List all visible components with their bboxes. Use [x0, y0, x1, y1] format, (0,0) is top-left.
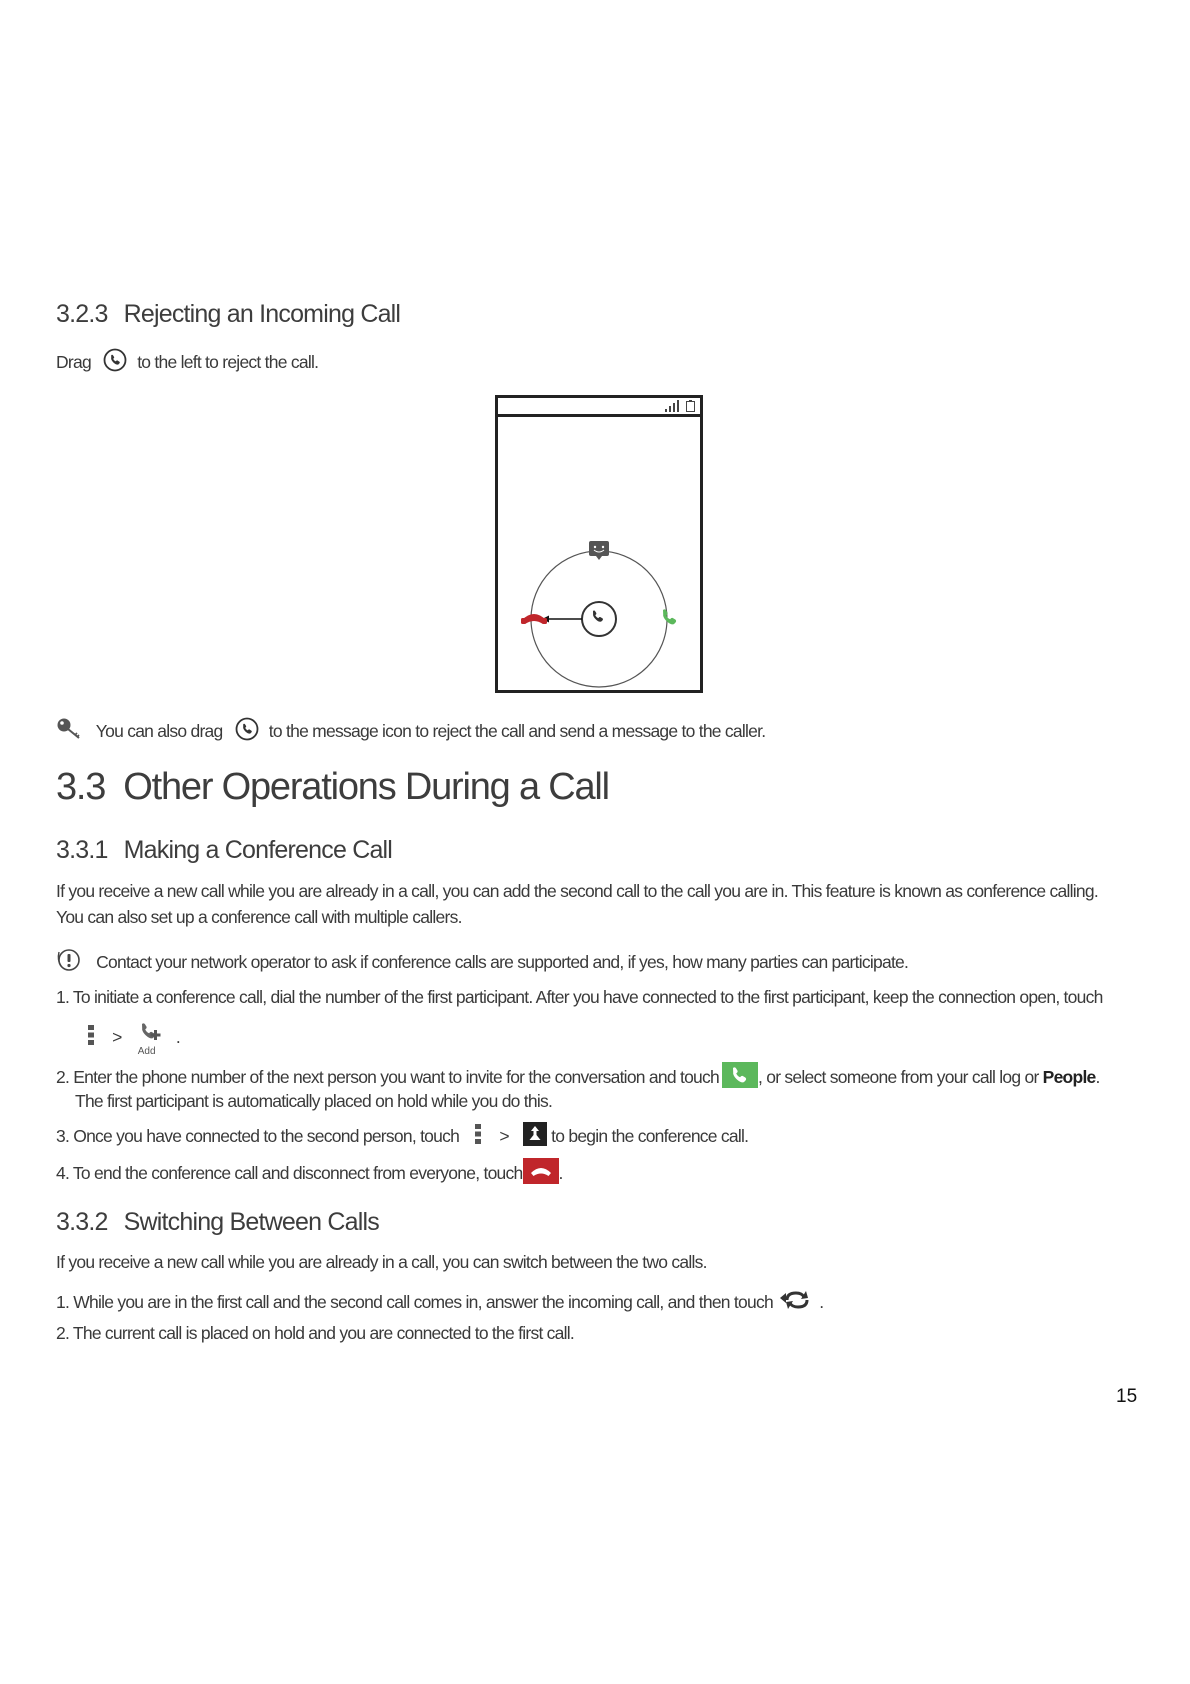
reject-handset-icon [521, 614, 547, 624]
step-1-end: . [175, 1026, 180, 1047]
note-text: Contact your network operator to ask if conference calls are supported and, if yes, how many parties can participate. [96, 952, 909, 973]
section-title: Switching Between Calls [123, 1208, 379, 1236]
tip-rest: to the message icon to reject the call and send a message to the caller. [268, 721, 766, 742]
switch-step-1-text: 1. While you are in the first call and the second call comes in, answer the incoming call, and then touch [56, 1292, 773, 1313]
page-number: 15 [1116, 1386, 1138, 1407]
section-number: 3.3.2 [56, 1208, 108, 1236]
step-2-line-2: The first participant is automatically placed on hold while you do this. [75, 1091, 553, 1111]
merge-calls-icon[interactable] [523, 1122, 547, 1153]
menu-icon[interactable] [86, 1023, 96, 1054]
menu-icon[interactable] [473, 1122, 483, 1153]
swap-calls-icon[interactable] [779, 1288, 815, 1319]
switch-step-1 [56, 1288, 823, 1319]
call-button-icon[interactable] [722, 1062, 758, 1095]
drag-rest: to the left to reject the call. [137, 352, 319, 373]
step-4-line [56, 1158, 563, 1191]
gt-separator: > [499, 1126, 509, 1147]
switch-step-1-end: . [819, 1292, 824, 1313]
section-title: Making a Conference Call [123, 836, 393, 864]
step-2-text-b: , or select someone from your call log or [758, 1067, 1039, 1088]
section-title: Other Operations During a Call [123, 766, 609, 808]
tip-key-icon [56, 717, 82, 748]
note-line [56, 948, 908, 979]
heading-3-3 [56, 766, 609, 809]
conference-intro-line-2: You can also set up a conference call with multiple callers. [56, 907, 462, 927]
unlock-ring-diagram [498, 398, 700, 690]
section-number: 3.3 [56, 766, 106, 808]
drag-instruction [56, 348, 318, 379]
center-handle-icon [582, 602, 616, 636]
step-2-text-a: 2. Enter the phone number of the next person you want to invite for the conversation and touch [56, 1067, 720, 1088]
drag-word: Drag [56, 352, 91, 373]
conference-intro-line-1: If you receive a new call while you are already in a call, you can add the second call to the call you are in. This feature is known as conference calling. [56, 881, 1098, 901]
step-3-line [56, 1122, 748, 1153]
tip-line [56, 717, 765, 748]
heading-3-3-1 [56, 836, 392, 865]
gt-separator: > [112, 1026, 122, 1047]
add-call-icon[interactable] [136, 1022, 166, 1057]
answer-handset-icon [663, 609, 676, 624]
step-4-period: . [558, 1163, 563, 1184]
phone-handle-icon [103, 348, 127, 379]
step-1-line-2 [86, 1022, 180, 1057]
tip-prefix: You can also drag [95, 721, 223, 742]
heading-3-3-2 [56, 1208, 379, 1237]
people-app-link[interactable]: People [1042, 1067, 1096, 1088]
step-3-text-a: 3. Once you have connected to the second person, touch [56, 1126, 460, 1147]
warning-icon [56, 948, 82, 979]
section-title: Rejecting an Incoming Call [123, 300, 401, 328]
end-call-icon[interactable] [523, 1158, 559, 1191]
section-number: 3.2.3 [56, 300, 108, 328]
incoming-call-screen-figure [495, 395, 703, 693]
step-3-text-b: to begin the conference call. [551, 1126, 749, 1147]
heading-3-2-3 [56, 300, 400, 329]
message-icon [589, 541, 609, 560]
switch-step-2: 2. The current call is placed on hold and you are connected to the first call. [56, 1323, 575, 1343]
step-2-period: . [1095, 1067, 1100, 1088]
add-label: Add [137, 1046, 156, 1057]
phone-handle-icon [235, 717, 259, 748]
switch-intro: If you receive a new call while you are already in a call, you can switch between the two calls. [56, 1252, 707, 1272]
step-1-line-1: 1. To initiate a conference call, dial the number of the first participant. After you have connected to the first participant, keep the connection open, touch [56, 987, 1103, 1007]
step-4-text-a: 4. To end the conference call and disconnect from everyone, touch [56, 1163, 523, 1184]
section-number: 3.3.1 [56, 836, 108, 864]
